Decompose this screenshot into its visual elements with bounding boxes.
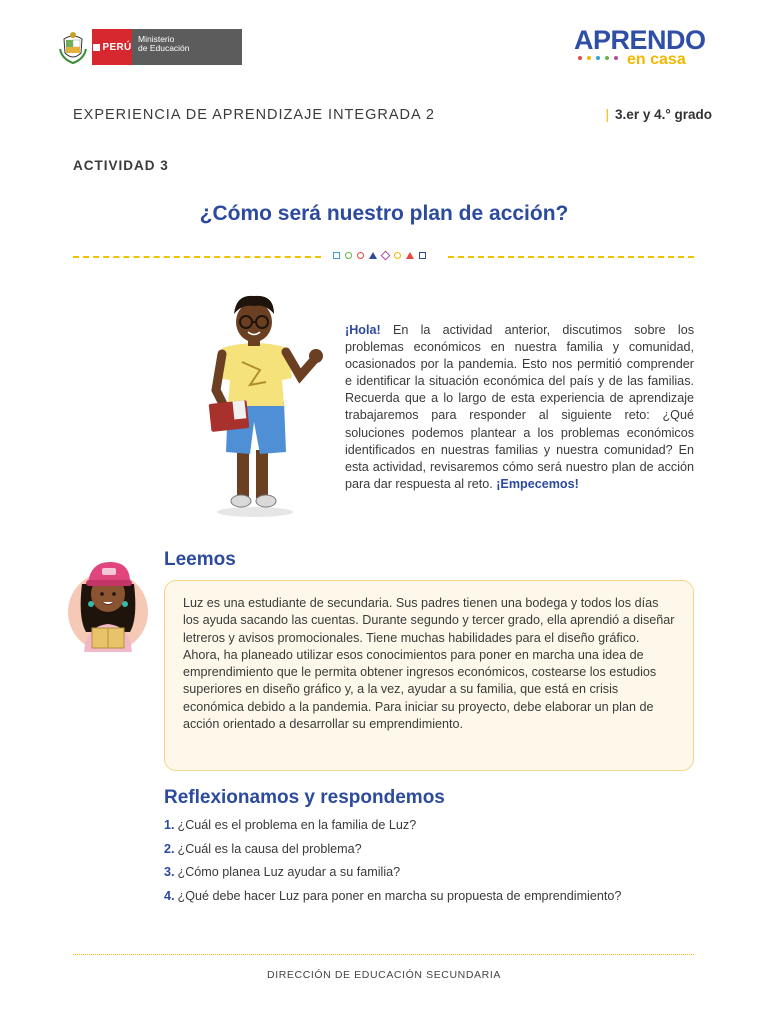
coat-of-arms-icon (58, 29, 88, 65)
grade-label (606, 107, 712, 122)
divider-right (448, 256, 694, 258)
page-title: ¿Cómo será nuestro plan de acción? (199, 202, 569, 225)
country-label: PERÚ (102, 41, 132, 53)
divider-left (73, 256, 321, 258)
question-list (164, 818, 724, 912)
intro-closing: ¡Empecemos! (496, 476, 579, 491)
question-number: 2. (164, 841, 175, 856)
brand-shapes-icon (578, 56, 618, 60)
reading-heading: Leemos (164, 549, 236, 570)
ministry-logo (58, 29, 242, 65)
luz-avatar-illustration (64, 548, 152, 660)
footer-divider (73, 954, 694, 955)
question-item (164, 818, 724, 842)
intro-greeting: ¡Hola! (345, 323, 381, 337)
reflection-heading: Reflexionamos y respondemos (164, 787, 445, 808)
brand-main: APRENDO (574, 25, 706, 55)
question-number: 1. (164, 818, 175, 832)
grade-text: 3.er y 4.° grado (615, 107, 712, 122)
question-text: ¿Qué debe hacer Luz para poner en marcha su propuesta de emprendimiento? (177, 888, 622, 903)
question-number: 4. (164, 888, 175, 903)
question-item (164, 865, 724, 889)
intro-body: En la actividad anterior, discutimos sobre los problemas económicos en nuestra familia y comunidad, ocasionados por la pandemia. Esto nos permitió comprender e identificar la situación económica del país y de las familias. Recuerda que a lo largo de esta experiencia de aprendizaje trabajaremos para responder al siguiente reto: ¿Qué soluciones podemos plantear a los problemas económicos identificados en nuestras familias y nuestra comunidad? En esta actividad, revisaremos cómo será nuestro plan de acción para dar respuesta al reto. (345, 323, 694, 491)
peru-label-box (92, 29, 132, 65)
reading-box (164, 580, 694, 771)
footer-label: DIRECCIÓN DE EDUCACIÓN SECUNDARIA (267, 969, 501, 981)
divider-shapes-icon (333, 252, 426, 259)
question-text: ¿Cómo planea Luz ayudar a su familia? (177, 865, 401, 880)
aprendo-en-casa-logo (574, 26, 714, 68)
ministry-label-box (132, 29, 242, 65)
question-item (164, 889, 724, 913)
student-boy-illustration (200, 290, 330, 520)
activity-label: ACTIVIDAD 3 (73, 158, 169, 173)
ministry-line-2: de Educación (138, 43, 190, 53)
grade-separator: | (605, 107, 610, 122)
question-item (164, 842, 724, 866)
question-text: ¿Cuál es la causa del problema? (177, 841, 362, 856)
experience-label: EXPERIENCIA DE APRENDIZAJE INTEGRADA 2 (73, 107, 435, 123)
intro-paragraph (345, 322, 694, 493)
reading-text: Luz es una estudiante de secundaria. Sus padres tienen una bodega y todos los días los ayuda sacando las cuentas. Durante segundo y tercer grado, ella aprendió a diseñar letreros y avisos promocionales. Tiene muchas habilidades para el diseño gráfico. Ahora, ha planeado utilizar esos conocimientos para poner en marcha una idea de emprendimiento que le permita obtener ingresos económicos, costearse los estudios superiores en diseño gráfico y, a la vez, ayudar a su familia, que está en crisis económica debido a la pandemia. Para iniciar su proyecto, debe elaborar un plan de acción orientado a desarrollar su emprendimiento. (183, 596, 675, 732)
question-text: ¿Cuál es el problema en la familia de Luz? (177, 818, 417, 832)
question-number: 3. (164, 865, 175, 880)
brand-sub: en casa (627, 51, 686, 68)
ministry-line-1: Ministerio (138, 34, 175, 44)
